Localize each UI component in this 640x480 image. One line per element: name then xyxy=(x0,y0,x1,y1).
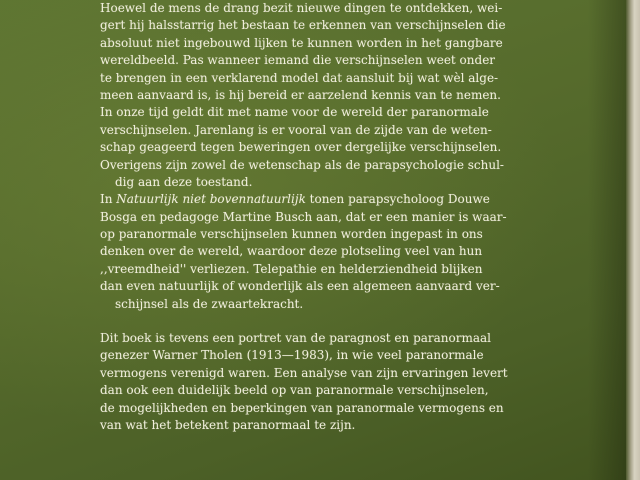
blurb-line: wereldbeeld. Pas wanneer iemand die verschijnselen weet onder xyxy=(100,53,496,68)
blurb-line: Overigens zijn zowel de wetenschap als de parapsychologie schul- xyxy=(100,157,504,172)
blurb-line: ,,vreemdheid'' verliezen. Telepathie en helderziendheid blijken xyxy=(100,261,483,276)
blurb-text: In xyxy=(100,192,117,207)
blurb-line: genezer Warner Tholen (1913—1983), in wie veel paranormale xyxy=(100,348,484,363)
blurb-line: vermogens verenigd waren. Een analyse van zijn ervaringen levert xyxy=(100,365,508,380)
blurb-line: dan ook een duidelijk beeld op van paranormale verschijnselen, xyxy=(100,383,489,398)
blurb-line: te brengen in een verklarend model dat aansluit bij wat wèl alge- xyxy=(100,70,499,85)
blurb-line: Hoewel de mens de drang bezit nieuwe dingen te ontdekken, wei- xyxy=(100,1,503,15)
blurb-line: Dit boek is tevens een portret van de paragnost en paranormaal xyxy=(100,331,492,346)
blurb-line: absoluut niet ingebouwd lijken te kunnen worden in het gangbare xyxy=(100,35,503,50)
page-edge xyxy=(626,0,640,480)
blurb-paragraph-2 xyxy=(100,191,605,313)
blurb-line: dig aan deze toestand. xyxy=(115,174,253,189)
blurb-line: denken over de wereld, waardoor deze plotseling veel van hun xyxy=(100,244,483,259)
blurb-line: verschijnselen. Jarenlang is er vooral van de zijde van de weten- xyxy=(100,122,492,137)
blurb-line: schap geageerd tegen beweringen over dergelijke verschijnselen. xyxy=(100,140,502,155)
blurb-line: op paranormale verschijnselen kunnen worden ingepast in ons xyxy=(100,227,483,242)
book-title: Natuurlijk niet bovennatuurlijk xyxy=(116,192,306,207)
blurb-line: de mogelijkheden en beperkingen van paranormale vermogens en xyxy=(100,400,504,415)
blurb-line: gert hij halsstarrig het bestaan te erkennen van verschijnselen die xyxy=(100,18,506,33)
blurb-line: Bosga en pedagoge Martine Busch aan, dat er een manier is waar- xyxy=(100,209,507,224)
blurb-line: dan even natuurlijk of wonderlijk als een algemeen aanvaard ver- xyxy=(100,279,500,294)
blurb-paragraph-3 xyxy=(100,330,605,434)
blurb-paragraph-1 xyxy=(100,0,605,191)
blurb-line: van wat het betekent paranormaal te zijn. xyxy=(100,417,356,432)
blurb-line: meen aanvaard is, is hij bereid er aarzelend kennis van te nemen. xyxy=(100,87,501,102)
back-cover-blurb xyxy=(100,0,605,434)
blurb-line: schijnsel als de zwaartekracht. xyxy=(115,296,304,311)
blurb-line: In onze tijd geldt dit met name voor de wereld der paranormale xyxy=(100,105,489,120)
paragraph-spacer xyxy=(100,313,605,330)
blurb-text: tonen parapsycholoog Douwe xyxy=(305,192,490,207)
blurb-line-with-title xyxy=(100,191,605,208)
